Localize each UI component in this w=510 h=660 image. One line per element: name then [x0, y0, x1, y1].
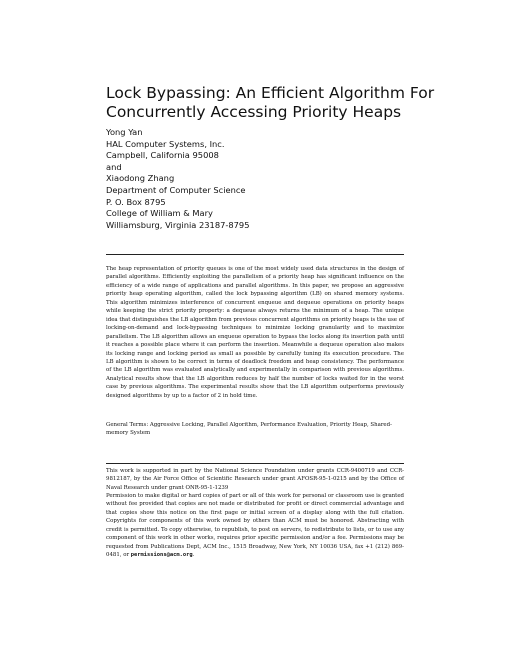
- abstract-top-rule: [106, 254, 404, 255]
- author-affiliation: HAL Computer Systems, Inc.: [106, 138, 225, 149]
- author-department: Department of Computer Science: [106, 184, 246, 195]
- footnote-rule: [106, 463, 404, 464]
- author-name: Xiaodong Zhang: [106, 173, 175, 184]
- funding-note: [106, 467, 404, 492]
- general-terms: General Terms: Aggressive Locking, Parallel Algorithm, Performance Evaluation, Priority Heap, Shared-memory System: [106, 422, 392, 437]
- abstract: [106, 265, 404, 400]
- author-po-box: P. O. Box 8795: [106, 196, 166, 207]
- permission-paragraph: [106, 492, 404, 560]
- author-institution: College of William & Mary: [106, 208, 213, 219]
- permission-end: .: [192, 552, 195, 559]
- author-block: [106, 127, 250, 231]
- abstract-text: The heap representation of priority queues is one of the most widely used data structures in the design of parallel algorithms. Efficiently exploiting the parallelism of a priority heap has significant influence on the efficiency of a wide range of applications and parallel algorithms. In this paper, we propose an aggressive priority heap operating algorithm, called the lock bypassing algorithm (LB) on shared memory systems. This algorithm minimizes interference of concurrent enqueue and dequeue operations on priority heaps while keeping the strict priority property: a dequeue always returns the minimum of a heap. The unique idea that distinguishes the LB algorithm from previous concurrent algorithms on priority heaps is the use of locking-on-demand and lock-bypassing techniques to minimize locking granularity and to maximize parallelism. The LB algorithm allows an enqueue operation to bypass the locks along its insertion path until it reaches a possible place where it can perform the insertion. Meanwhile a dequeue operation also makes its locking range and locking period as small as possible by carefully tuning its execution procedure. The LB algorithm is shown to be correct in terms of deadlock freedom and heap consistency. The performance of the LB algorithm was evaluated analytically and experimentally in comparison with previous algorithms. Analytical results show that the LB algorithm reduces by half the number of locks waited for in the worst case by previous algorithms. The experimental results show that the LB algorithm outperforms previously designed algorithms by up to a factor of 2 in hold time.: [106, 266, 404, 399]
- author-name: Yong Yan: [106, 127, 143, 137]
- permission-text: Permission to make digital or hard copies of part or all of this work for personal or classroom use is granted without fee provided that copies are not made or distributed for profit or direct commercial advantage and that copies show this notice on the first page or initial screen of a display along with the full citation. Copyrights for components of this work owned by others than ACM must be honored. Abstracting with credit is permitted. To copy otherwise, to republish, to post on servers, to redistribute to lists, or to use any component of this work in other works, requires prior specific permission and/or a fee. Permissions may be requested from Publications Dept, ACM Inc., 1515 Broadway, New York, NY 10036 USA, fax +1 (212) 869-0481, or: [106, 493, 404, 559]
- author-city: Williamsburg, Virginia 23187-8795: [106, 219, 250, 230]
- paper-title: [106, 84, 435, 122]
- author-location: Campbell, California 95008: [106, 150, 219, 161]
- title-line-1: Lock Bypassing: An Efficient Algorithm For: [106, 84, 435, 102]
- funding-text: This work is supported in part by the National Science Foundation under grants CCR-9400719 and CCR-9812187, by the Air Force Office of Scientific Research under grant AFOSR-95-1-0215 and by the Office of Naval Research under grant ONR-95-1-1239: [106, 468, 404, 491]
- author-conjunction: and: [106, 161, 122, 172]
- permission-note: [106, 492, 404, 560]
- permission-email-link[interactable]: permissions@acm.org: [130, 552, 193, 559]
- title-line-2: Concurrently Accessing Priority Heaps: [106, 103, 402, 121]
